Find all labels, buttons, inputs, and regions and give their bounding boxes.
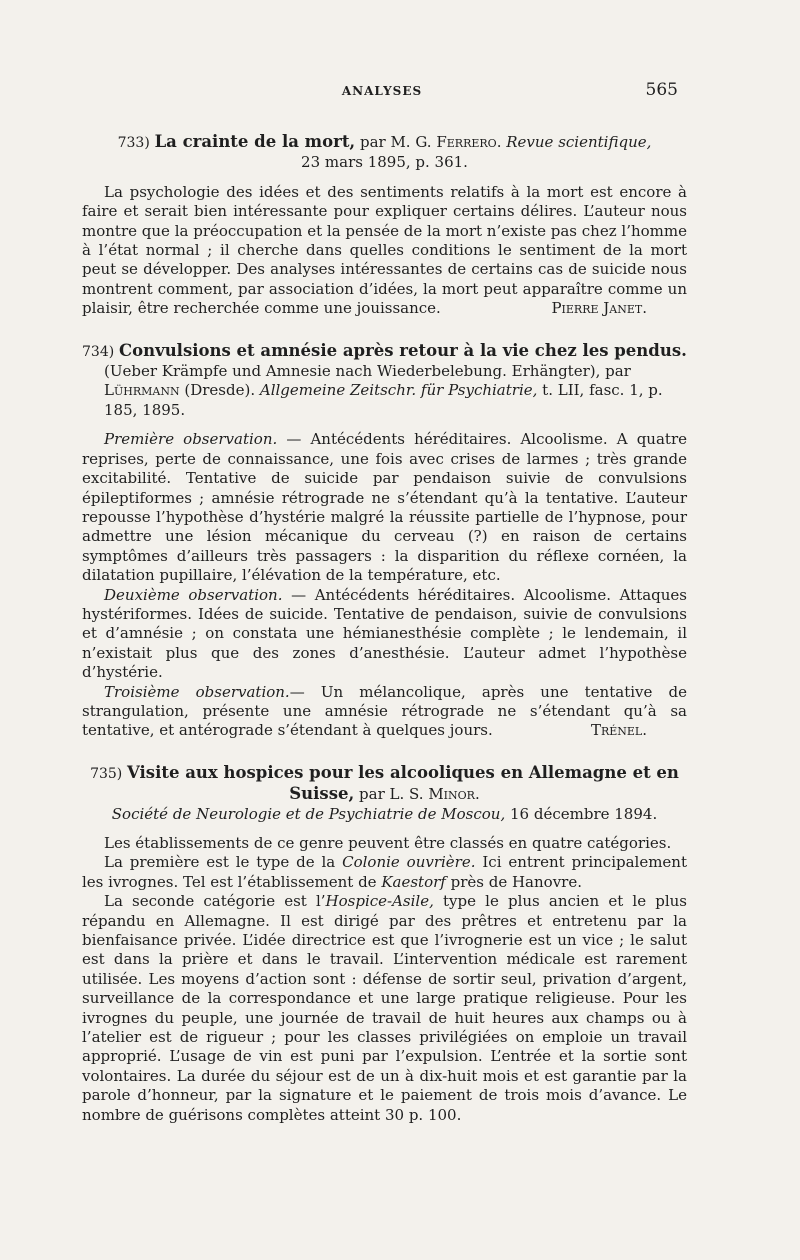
paragraph-italic: Kaestorf [381,872,446,891]
paragraph-text: Ici entrent principalement les ivrognes. Tel est l’établissement de [82,853,687,891]
page-content [82,132,687,1147]
observation-1 [82,430,687,585]
entry-735-para-1 [82,834,687,853]
entry-par: par L. S. [359,785,424,804]
observation-text: — Un mélancolique, après une tentative de strangulation, présente une amnésie rétrograde ne s’étendant qu’à sa tentative, et antérograde s’étendant à quelques jours. [82,682,687,740]
entry-subtitle: (Ueber Krämpfe und Amnesie nach Wiederbelebung. Erhängter), par [104,362,631,381]
entry-735-heading [82,763,687,824]
entry-signature: Pierre Janet. [551,299,647,318]
paragraph-text: près de Hanovre. [445,872,582,891]
entry-place: (Dresde). [184,381,256,400]
paragraph-text: Les établissements de ce genre peuvent être classés en quatre catégories. [104,834,672,852]
entry-735-para-2 [82,853,687,892]
entry-733-heading: 733) La crainte de la mort, par M. G. Ferrero. Revue scientifique, 23 mars 1895, p. 361. [117,132,652,172]
observation-label: Deuxième observation. [104,585,283,604]
entry-journal: Société de Neurologie et de Psychiatrie de Moscou, [111,804,506,823]
running-title: ANALYSES [341,84,423,98]
paragraph-text: La première est le type de la [104,853,343,872]
paragraph-text: La seconde catégorie est l’ [104,892,326,911]
entry-735-para-3 [82,892,687,1125]
entry-733-body [82,183,687,319]
running-header [82,80,682,104]
entry-title: La crainte de la mort, [154,132,356,151]
entry-ref: t. LII, fasc. 1, p. 185, 1895. [104,381,663,419]
observation-2 [82,586,687,683]
entry-date: 16 décembre 1894. [510,804,658,823]
observation-label: Troisième observation. [104,682,290,701]
entry-author: Ferrero [436,133,497,151]
entry-journal: Allgemeine Zeitschr. für Psychiatrie, [259,381,538,400]
entry-date: 23 mars 1895, p. 361. [301,153,468,172]
observation-text: — Antécédents héréditaires. Alcoolisme. Attaques hystériformes. Idées de suicide. Tentative de pendaison, suivie de convulsions et d’amnésie ; on constata une hémianesthésie complète ; le lendemain, il n’existait plus que des zones d’anesthésie. L’auteur admet l’hypothèse d’hystérie. [82,585,687,682]
entry-734-heading [82,341,687,421]
paragraph-italic: Hospice-Asile, [325,892,434,911]
entry-author: Minor. [428,785,480,804]
entry-author: Lührmann [104,381,180,400]
entry-body-text: La psychologie des idées et des sentiments relatifs à la mort est encore à faire et serait bien intéressante pour expliquer certains délires. L’auteur nous montre que la préoccupation et la pensée de la mort n’existe pas chez l’homme à l’état normal ; il cherche dans quelles conditions le sentiment de la mort peut se développer. Des analyses intéressantes de certains cas de suicide nous montrent comment, par association d’idées, la mort peut apparaître comme un plaisir, être recherchée comme une jouissance. [82,182,687,318]
observation-3 [82,683,687,741]
paragraph-text: type le plus ancien et le plus répandu en Allemagne. Il est dirigé par des prêtres et entretenu par la bienfaisance privée. L’idée directrice est que l’ivrognerie est un vice ; le salut est dans la prière et dans le travail. L’intervention médicale est rarement utilisée. Les moyens d’action sont : défense de sortir seul, privation d’argent, surveillance de la correspondance et une large pratique religieuse. Pour les ivrognes du peuple, une journée de travail de huit heures aux champs ou à l’atelier est de rigueur ; pour les classes privilégiées on emploie un travail approprié. L’usage de vin est puni par l’expulsion. L’entrée et la sortie sont volontaires. La durée du séjour est de un à dix-huit mois et est garantie par la parole d’honneur, par la signature et le paiement de trois mois d’avance. Le nombre de guérisons complètes atteint 30 p. 100. [82,892,687,1124]
entry-title: Visite aux hospices pour les alcooliques en Allemagne et en Suisse, [127,762,679,804]
entry-number: 734) [82,343,115,360]
entry-number: 733) [117,135,150,151]
entry-par: par M. G. [359,133,432,151]
observation-label: Première observation. [104,430,278,449]
entry-734 [82,341,687,741]
entry-title: Convulsions et amnésie après retour à la vie chez les pendus. [118,340,687,360]
entry-735 [82,763,687,1125]
observation-text: — Antécédents héréditaires. Alcoolisme. A quatre reprises, perte de connaissance, une fois avec crises de larmes ; très grande excitabilité. Tentative de suicide par pendaison suivie de convulsions épileptiformes ; amnésie rétrograde ne s’étendant qu’à la tentative. L’auteur repousse l’hypothèse d’hystérie malgré la réussite partielle de l’hypnose, pour admettre une lésion mécanique du cerveau (?) en raison de certains symptômes d’ailleurs très passagers : la disparition du réflexe cornéen, la dilatation pupillaire, l’élévation de la température, etc. [82,430,687,585]
paragraph-italic: Colonie ouvrière. [342,853,476,872]
entry-733 [82,132,687,319]
page-number: 565 [645,80,678,100]
entry-number: 735) [90,765,123,782]
entry-signature: Trénel. [590,721,647,740]
entry-journal: Revue scientifique, [506,133,652,151]
